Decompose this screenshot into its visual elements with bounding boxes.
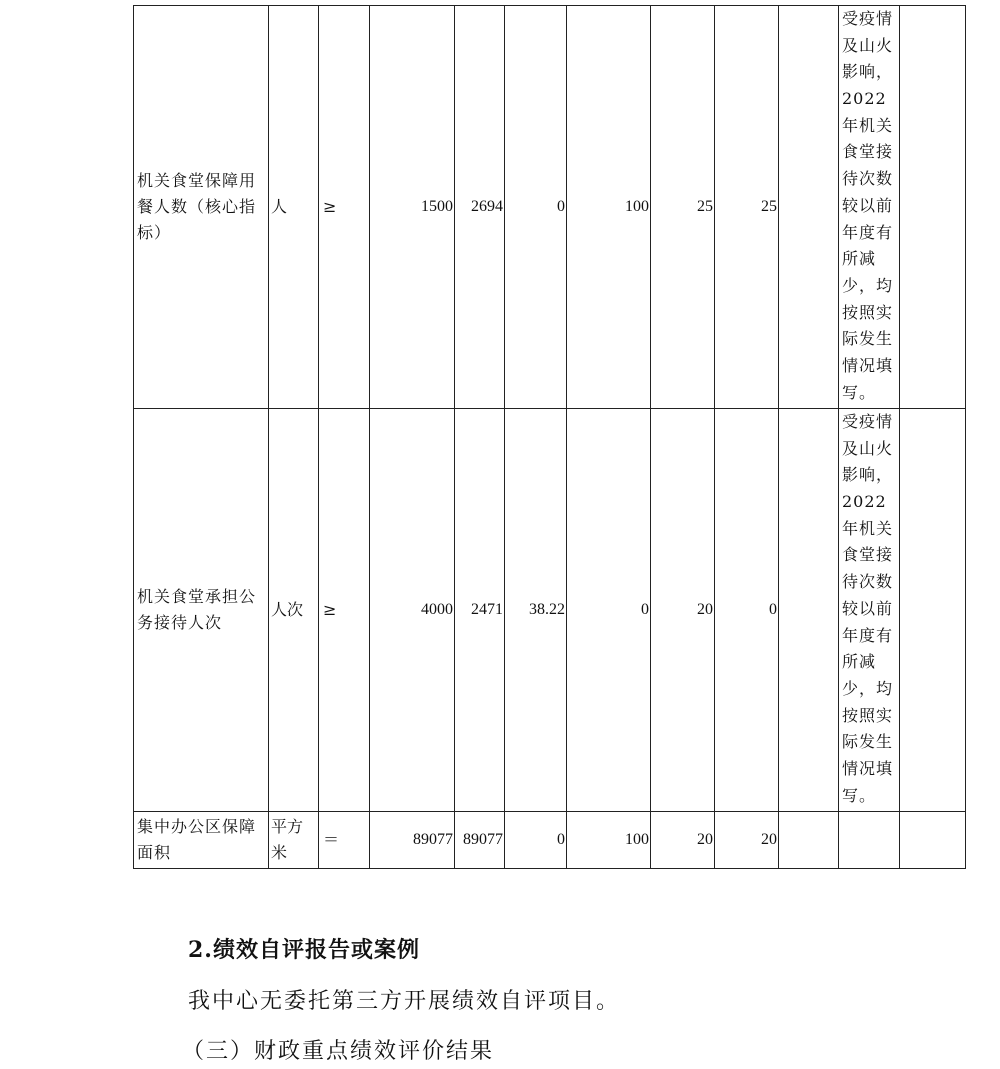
remark-cell: [839, 812, 900, 869]
score-value: 20: [715, 812, 779, 869]
actual-value: 89077: [455, 812, 505, 869]
indicator-unit: 人次: [269, 409, 319, 812]
remark-line: 少，均: [842, 275, 894, 295]
remark-line: 写。: [842, 382, 877, 402]
value-cell-3: 38.22: [505, 409, 567, 812]
indicator-unit: 人: [269, 6, 319, 409]
remark-line: 影响，: [842, 465, 894, 485]
empty-cell: [900, 812, 966, 869]
table-row: [134, 812, 966, 869]
table-row: [134, 409, 966, 812]
indicator-unit: 平方米: [269, 812, 319, 869]
indicator-name: 机关食堂承担公务接待人次: [134, 409, 269, 812]
empty-cell: [900, 6, 966, 409]
value-cell-4: 0: [567, 409, 651, 812]
indicator-name: 机关食堂保障用餐人数（核心指标）: [134, 6, 269, 409]
remark-line: 受疫情: [842, 412, 894, 431]
remark-line: 年机关: [842, 518, 894, 538]
score-value: 0: [715, 409, 779, 812]
remark-line: 际发生: [842, 732, 894, 752]
actual-value: 2471: [455, 409, 505, 812]
remark-line: 待次数: [842, 169, 894, 189]
empty-cell: [779, 6, 839, 409]
value-cell-4: 100: [567, 812, 651, 869]
value-cell-3: 0: [505, 812, 567, 869]
remark-line: 及山火: [842, 35, 894, 55]
remark-line: 年机关: [842, 115, 894, 135]
remark-line: 情况填: [842, 758, 894, 778]
remark-line: 食堂接: [842, 545, 894, 565]
empty-cell: [900, 409, 966, 812]
remark-line: 影响，: [842, 62, 894, 82]
remark-line: 按照实: [842, 302, 894, 322]
performance-indicator-table: [133, 5, 966, 869]
target-value: 89077: [370, 812, 455, 869]
subsection-heading: （三）财政重点绩效评价结果: [182, 1039, 495, 1064]
value-cell-3: 0: [505, 6, 567, 409]
target-value: 1500: [370, 6, 455, 409]
remark-line: 按照实: [842, 705, 894, 725]
remark-line: 食堂接: [842, 142, 894, 162]
body-paragraph: 我中心无委托第三方开展绩效自评项目。: [188, 989, 621, 1014]
remark-line: 较以前: [842, 598, 894, 618]
remark-cell: [839, 6, 900, 409]
remark-cell: [839, 409, 900, 812]
remark-line: 受疫情: [842, 9, 894, 28]
value-cell-4: 100: [567, 6, 651, 409]
remark-line: 2022: [842, 89, 887, 109]
indicator-name: 集中办公区保障面积: [134, 812, 269, 869]
weight-value: 20: [651, 409, 715, 812]
indicator-operator: ≥: [319, 409, 370, 812]
remark-line: 所减: [842, 652, 877, 672]
remark-line: 较以前: [842, 195, 894, 215]
weight-value: 25: [651, 6, 715, 409]
indicator-operator: ＝: [319, 812, 370, 869]
remark-line: 少，均: [842, 678, 894, 698]
section-heading: 2.绩效自评报告或案例: [188, 937, 420, 963]
remark-line: 待次数: [842, 572, 894, 592]
remark-line: 年度有: [842, 222, 894, 242]
score-value: 25: [715, 6, 779, 409]
actual-value: 2694: [455, 6, 505, 409]
remark-line: 情况填: [842, 355, 894, 375]
target-value: 4000: [370, 409, 455, 812]
remark-line: 年度有: [842, 625, 894, 645]
remark-line: 2022: [842, 492, 887, 512]
weight-value: 20: [651, 812, 715, 869]
empty-cell: [779, 409, 839, 812]
remark-line: 所减: [842, 249, 877, 269]
empty-cell: [779, 812, 839, 869]
remark-line: 写。: [842, 785, 877, 805]
remark-line: 及山火: [842, 438, 894, 458]
indicator-operator: ≥: [319, 6, 370, 409]
remark-line: 际发生: [842, 329, 894, 349]
table-row: [134, 6, 966, 409]
